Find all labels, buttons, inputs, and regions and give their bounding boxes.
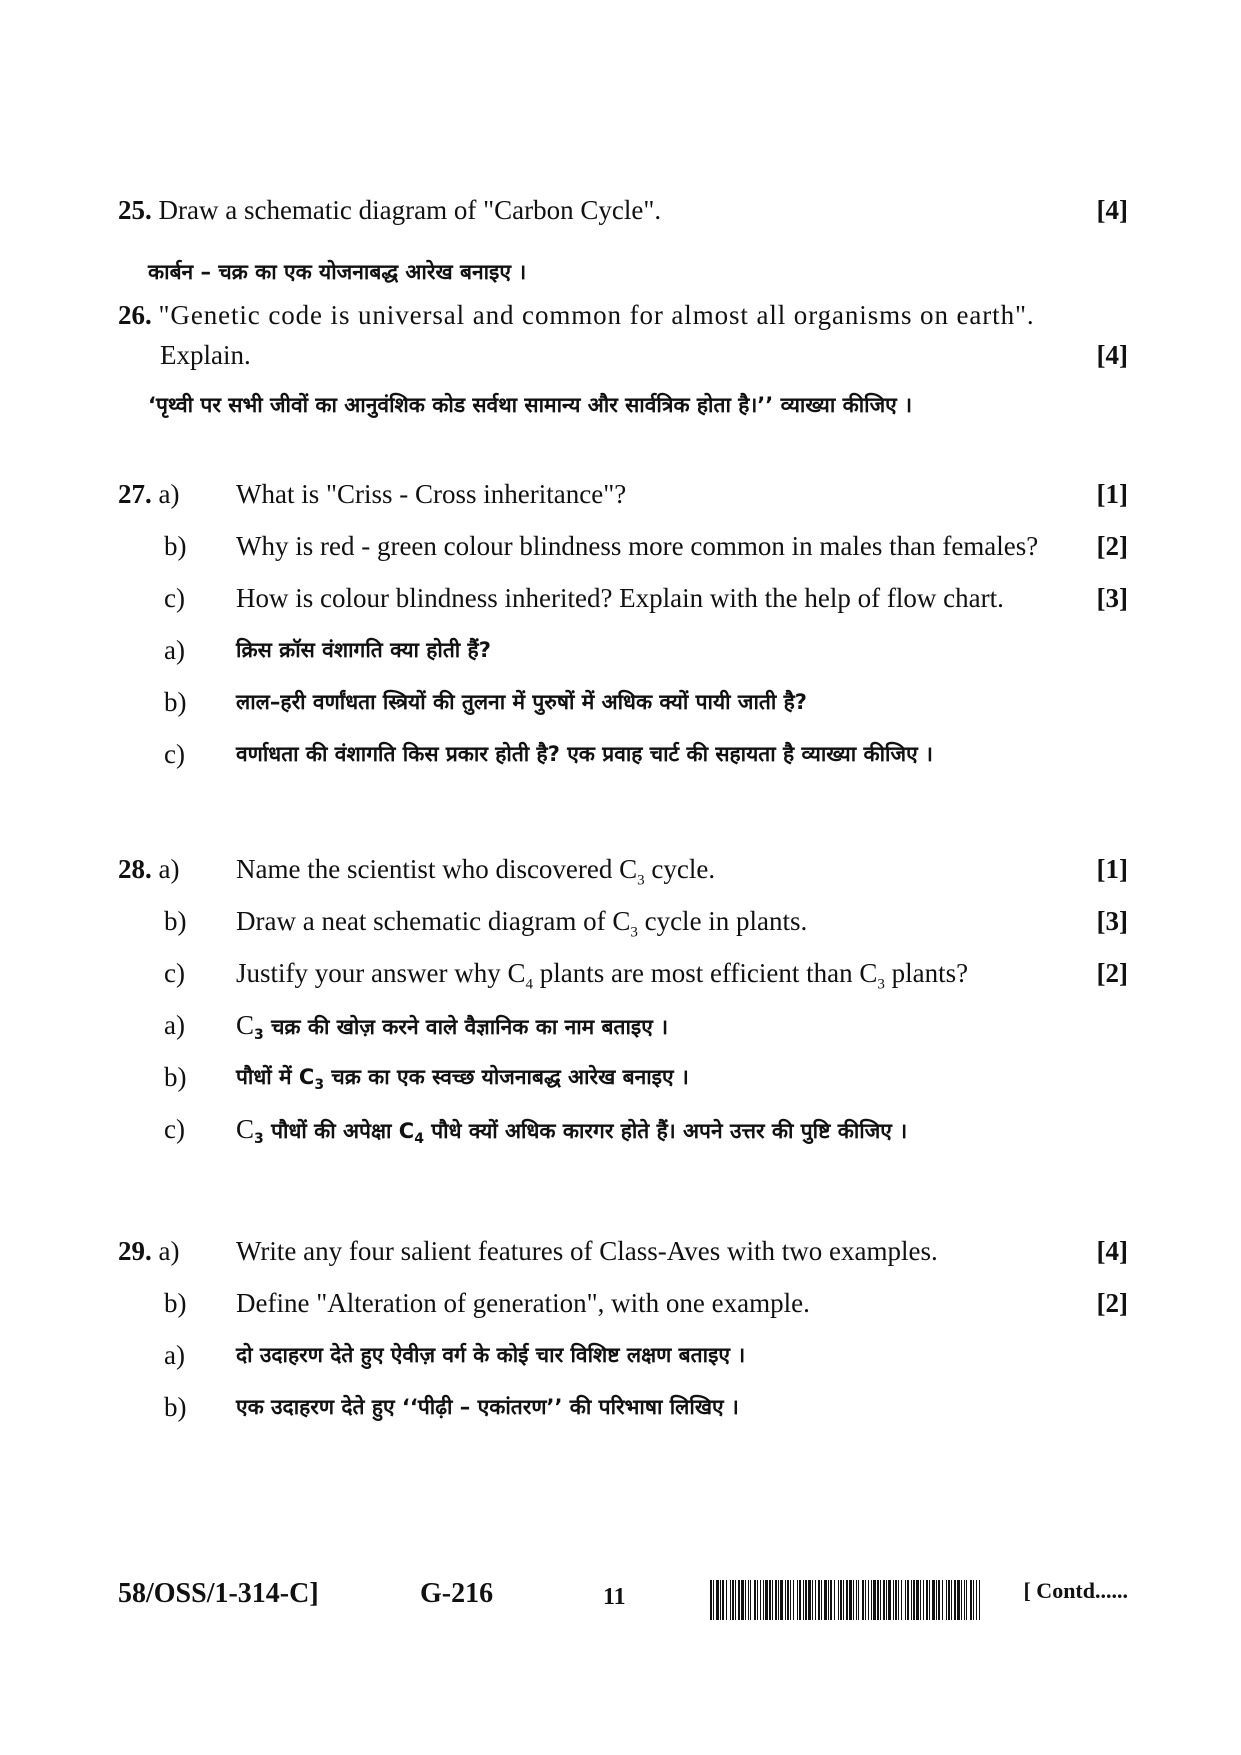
subscript: 3	[637, 872, 645, 889]
part-text: दो उदाहरण देते हुए ऐवीज़ वर्ग के कोई चार विशिष्ट लक्षण बताइए ।	[236, 1343, 746, 1367]
subscript: 3	[630, 924, 638, 941]
text-segment: plants are most efficient than C	[532, 958, 878, 988]
question-27-hindi-b	[118, 676, 1128, 728]
part-text	[236, 1103, 1088, 1165]
question-26-hindi: ‘पृथ्वी पर सभी जीवों का आनुवंशिक कोड सर्वथा सामान्य और सार्वत्रिक होता है।’’ व्याख्या कीजिए ।	[148, 393, 913, 417]
subscript: 3	[314, 1077, 325, 1094]
question-number: 28.	[118, 854, 152, 884]
question-text: Draw a schematic diagram of "Carbon Cycle".	[158, 195, 662, 225]
question-27	[118, 468, 1128, 780]
continued-label: [ Contd......	[1023, 1578, 1128, 1603]
text-segment: plants?	[884, 958, 969, 988]
series-code: G-216	[420, 1578, 494, 1609]
text-segment: C	[236, 1114, 255, 1144]
part-label: c)	[164, 1114, 185, 1144]
question-25-hindi: कार्बन – चक्र का एक योजनाबद्ध आरेख बनाइए ।	[148, 260, 527, 284]
part-text: लाल–हरी वर्णांधता स्त्रियों की तुलना में पुरुषों में अधिक क्यों पायी जाती है?	[236, 690, 807, 714]
part-label: a)	[164, 1010, 185, 1040]
question-28-part-b	[118, 895, 1128, 947]
question-27-part-a	[118, 468, 1128, 520]
question-28-part-c	[118, 947, 1128, 999]
question-29-hindi-b	[118, 1381, 1128, 1433]
part-text: वर्णाधता की वंशागति किस प्रकार होती है? एक प्रवाह चार्ट की सहायता है व्याख्या कीजिए ।	[236, 742, 933, 766]
part-label: b)	[164, 1288, 187, 1318]
text-segment: C	[236, 1010, 255, 1040]
question-28-hindi-b	[118, 1051, 1128, 1103]
question-25-english	[118, 190, 1128, 230]
part-label: c)	[164, 583, 185, 613]
marks: [4]	[1096, 340, 1128, 370]
part-label: c)	[164, 739, 185, 769]
marks: [2]	[1096, 531, 1128, 561]
marks: [2]	[1096, 1288, 1128, 1318]
question-28-hindi-c	[118, 1103, 1128, 1155]
part-text: What is "Criss - Cross inheritance"?	[236, 479, 627, 509]
text-segment: पौधों की अपेक्षा C	[263, 1119, 415, 1143]
text-segment: Justify your answer why C	[236, 958, 526, 988]
part-text: Define "Alteration of generation", with one example.	[236, 1288, 810, 1318]
text-segment: cycle.	[644, 854, 716, 884]
question-28-hindi-a	[118, 999, 1128, 1051]
question-number: 27.	[118, 479, 152, 509]
question-29-hindi-a	[118, 1329, 1128, 1381]
marks: [3]	[1096, 583, 1128, 613]
subscript: 4	[525, 976, 533, 993]
question-28-part-a	[118, 843, 1128, 895]
text-segment: cycle in plants.	[637, 906, 808, 936]
part-label: b)	[164, 1392, 187, 1422]
question-29	[118, 1225, 1128, 1433]
part-label: b)	[164, 1062, 187, 1092]
part-text: Write any four salient features of Class-Aves with two examples.	[236, 1236, 938, 1266]
text-segment: Name the scientist who discovered C	[236, 854, 638, 884]
marks: [1]	[1096, 479, 1128, 509]
part-label: b)	[164, 687, 187, 717]
part-label: b)	[164, 906, 187, 936]
subscript: 3	[254, 1131, 264, 1148]
part-label: c)	[164, 958, 185, 988]
question-26	[118, 295, 1128, 425]
paper-code: 58/OSS/1-314-C]	[118, 1578, 319, 1609]
text-segment: पौधों में C	[236, 1065, 315, 1089]
marks: [3]	[1096, 906, 1128, 936]
question-number: 25.	[118, 195, 152, 225]
part-label: b)	[164, 531, 187, 561]
question-28	[118, 843, 1128, 1155]
question-27-part-c	[118, 572, 1128, 624]
part-label: a)	[158, 479, 180, 509]
page-footer	[118, 1578, 1128, 1628]
marks: [2]	[1096, 958, 1128, 988]
text-segment: पौधे क्यों अधिक कारगर होते हैं। अपने उत्तर की पुष्टि कीजिए ।	[423, 1119, 908, 1143]
marks: [4]	[1096, 1236, 1128, 1266]
text-segment: Draw a neat schematic diagram of C	[236, 906, 631, 936]
question-27-part-b	[118, 520, 1128, 572]
marks: [1]	[1096, 854, 1128, 884]
part-text: एक उदाहरण देते हुए ‘‘पीढ़ी – एकांतरण’’ की परिभाषा लिखिए ।	[236, 1395, 739, 1419]
question-number: 26.	[118, 300, 152, 330]
question-text: "Genetic code is universal and common for almost all organisms on earth".	[158, 300, 1035, 330]
text-segment: चक्र का एक स्वच्छ योजनाबद्ध आरेख बनाइए ।	[324, 1065, 689, 1089]
question-29-part-a	[118, 1225, 1128, 1277]
barcode-icon	[710, 1580, 980, 1620]
part-text: Why is red - green colour blindness more common in males than females?	[236, 531, 1039, 561]
question-number: 29.	[118, 1236, 152, 1266]
part-label: a)	[164, 1340, 185, 1370]
question-text-continued: Explain.	[160, 340, 251, 370]
question-25	[118, 190, 1128, 292]
subscript: 3	[877, 976, 885, 993]
part-label: a)	[158, 1236, 180, 1266]
part-label: a)	[158, 854, 180, 884]
question-29-part-b	[118, 1277, 1128, 1329]
question-26-english-line2	[118, 335, 1128, 375]
marks: [4]	[1096, 195, 1128, 225]
question-27-hindi-a	[118, 624, 1128, 676]
subscript: 4	[414, 1131, 424, 1148]
part-label: a)	[164, 635, 185, 665]
page-number: 11	[603, 1584, 626, 1610]
text-segment: चक्र की खोज़ करने वाले वैज्ञानिक का नाम बताइए ।	[263, 1015, 669, 1039]
part-text: How is colour blindness inherited? Explain with the help of flow chart.	[236, 583, 1004, 613]
question-26-english-line1	[118, 295, 1128, 335]
part-text: क्रिस क्रॉस वंशागति क्या होती हैं?	[236, 638, 491, 662]
question-27-hindi-c	[118, 728, 1128, 780]
subscript: 3	[254, 1027, 264, 1044]
